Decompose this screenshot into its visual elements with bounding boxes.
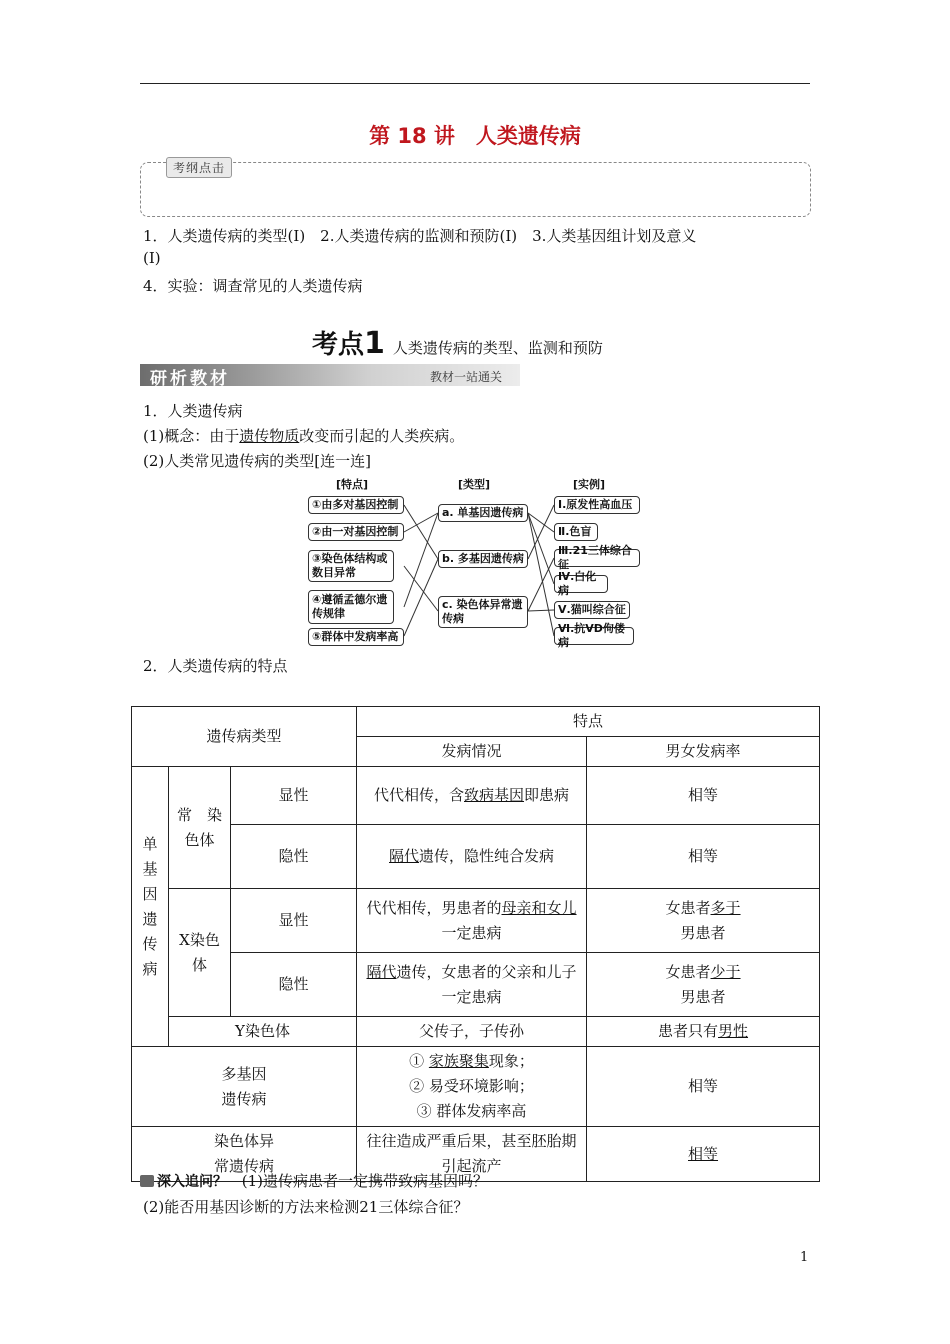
deep-label: 深入追问？: [157, 1174, 227, 1190]
chrom-ratio-underlined: 相等: [688, 1144, 719, 1163]
cell-ychromosome: Y染色体: [169, 1017, 357, 1047]
mg-1a: ①: [409, 1052, 429, 1070]
example-6: Ⅵ.抗VD佝偻病: [554, 627, 634, 645]
r3-text-b: 一定患病: [441, 923, 502, 942]
header-examples: [实例]: [573, 478, 606, 491]
r1-text-a: 代代相传，含: [373, 786, 464, 804]
concept-underlined: 遗传物质: [239, 427, 300, 445]
kaodian-name: 人类遗传病的类型、监测和预防: [392, 339, 603, 357]
kaodian-label: 考点: [312, 330, 365, 360]
kaodian-heading: [312, 324, 603, 361]
type-a: a. 单基因遗传病: [438, 504, 528, 522]
example-4: Ⅳ.白化病: [554, 575, 608, 593]
example-1: Ⅰ.原发性高血压: [554, 496, 640, 514]
r2-text: 遗传，隐性纯合发病: [419, 847, 555, 865]
kaodian-number: 1: [364, 326, 385, 361]
y-ratio-underlined: 男性: [718, 1022, 749, 1040]
feature-1: ①由多对基因控制: [308, 496, 404, 514]
cell-y-ratio: [587, 1017, 820, 1047]
feature-2: ②由一对基因控制: [308, 523, 404, 541]
cell-x-dominant: 显性: [231, 889, 357, 953]
th-type: 遗传病类型: [132, 707, 357, 767]
r4-underlined: 隔代: [366, 962, 397, 981]
cell-multigene-ratio: 相等: [587, 1047, 820, 1127]
r3-ratio-underlined: 多于: [710, 898, 741, 917]
mg-1-underlined: 家族聚集: [428, 1052, 489, 1070]
cell-r2-ratio: 相等: [587, 825, 820, 889]
chrom-a: 染色体异: [214, 1132, 275, 1150]
feature-4: ④遵循孟德尔遗传规律: [308, 590, 394, 624]
cell-r4-ratio: [587, 953, 820, 1017]
mg-3: ③ 群体发病率高: [416, 1102, 527, 1120]
concept-pre: (1)概念：由于: [143, 427, 240, 445]
kaogang-tag: 考纲点击: [166, 157, 232, 178]
r3-ratio-a: 女患者: [665, 898, 711, 917]
th-feature: 特点: [357, 707, 820, 737]
page-number: 1: [800, 1250, 809, 1265]
cell-r1-onset: [357, 767, 587, 825]
cell-chromosomal-ratio: [587, 1127, 820, 1182]
outline-line-2: (Ⅰ): [143, 249, 161, 267]
th-ratio: 男女发病率: [587, 737, 820, 767]
example-3: Ⅲ.21三体综合征: [554, 549, 640, 567]
feature-3: ③染色体结构或数目异常: [308, 550, 394, 582]
types-line: (2)人类常见遗传病的类型[连一连]: [143, 452, 371, 470]
example-2: Ⅱ.色盲: [554, 523, 598, 541]
cell-single-gene: 单基因遗传病: [132, 767, 169, 1047]
cell-multigene: [132, 1047, 357, 1127]
r4-ratio-b: 男患者: [680, 987, 726, 1006]
page-title: 第 18 讲 人类遗传病: [369, 124, 581, 148]
matching-diagram: [308, 476, 648, 648]
cell-x-recessive: 隐性: [231, 953, 357, 1017]
multigene-b: 遗传病: [221, 1089, 267, 1108]
mg-2: ② 易受环境影响；: [409, 1077, 534, 1095]
r3-underlined: 母亲和女儿: [501, 898, 577, 917]
banner-title: 研析教材: [150, 369, 230, 389]
chrom-b: 常遗传病: [214, 1157, 275, 1175]
multigene-a: 多基因: [221, 1064, 267, 1083]
features-table: [131, 706, 820, 1182]
cell-r1-ratio: 相等: [587, 767, 820, 825]
r3-text-a: 代代相传，男患者的: [366, 898, 502, 917]
outline-line-3: 4．实验：调查常见的人类遗传病: [143, 277, 363, 295]
cell-xchromosome: X染色体: [169, 889, 231, 1017]
r1-text-b: 即患病: [524, 786, 570, 804]
thumb-icon: [140, 1175, 154, 1187]
cell-r4-onset: [357, 953, 587, 1017]
cell-r3-onset: [357, 889, 587, 953]
outline-box: [140, 162, 811, 217]
cell-multigene-onset: [357, 1047, 587, 1127]
outline-line-1: 1．人类遗传病的类型(Ⅰ) 2.人类遗传病的监测和预防(Ⅰ) 3.人类基因组计划及意义: [143, 227, 697, 245]
deep-q2: (2)能否用基因诊断的方法来检测21三体综合征？: [143, 1198, 469, 1216]
cell-y-onset: 父传子，子传孙: [357, 1017, 587, 1047]
r4-text: 遗传，女患者的父亲和儿子一定患病: [396, 962, 577, 1006]
cell-autosome: 常 染色体: [169, 767, 231, 889]
header-types: [类型]: [458, 478, 491, 491]
r2-underlined: 隔代: [389, 847, 420, 865]
r3-ratio-b: 男患者: [680, 923, 726, 942]
cell-r3-ratio: [587, 889, 820, 953]
y-ratio-a: 患者只有: [658, 1022, 719, 1040]
r4-ratio-underlined: 少于: [710, 962, 741, 981]
header-features: [特点]: [336, 478, 369, 491]
r1-underlined: 致病基因: [464, 786, 525, 804]
deep-q1: (1)遗传病患者一定携带致病基因吗？: [241, 1172, 489, 1190]
deep-question-line: [140, 1170, 488, 1191]
section2-heading: 2．人类遗传病的特点: [143, 657, 288, 675]
th-onset: 发病情况: [357, 737, 587, 767]
banner-subtitle: 教材一站通关: [430, 370, 503, 384]
mg-1b: 现象；: [488, 1052, 534, 1070]
type-b: b. 多基因遗传病: [438, 550, 528, 568]
cell-auto-dominant: 显性: [231, 767, 357, 825]
cell-auto-recessive: 隐性: [231, 825, 357, 889]
top-rule: [140, 83, 810, 84]
concept-post: 改变而引起的人类疾病。: [299, 427, 465, 445]
feature-5: ⑤群体中发病率高: [308, 628, 404, 646]
type-c: c. 染色体异常遗传病: [438, 596, 528, 628]
section1-heading: 1．人类遗传病: [143, 402, 243, 420]
concept-line: [143, 425, 464, 446]
cell-r2-onset: [357, 825, 587, 889]
cell-chromosomal-onset: 往往造成严重后果，甚至胚胎期引起流产: [357, 1127, 587, 1182]
r4-ratio-a: 女患者: [665, 962, 711, 981]
example-5: Ⅴ.猫叫综合征: [554, 601, 630, 619]
